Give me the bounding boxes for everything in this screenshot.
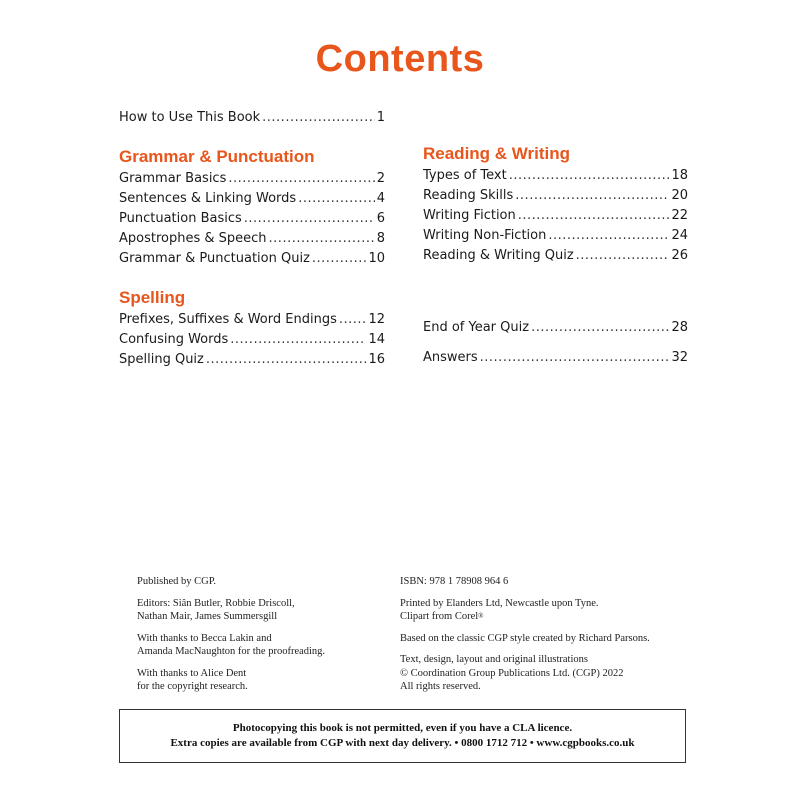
toc-entry-label: Types of Text bbox=[423, 168, 507, 183]
published-by: Published by CGP. bbox=[137, 576, 217, 587]
notice-line-2: Extra copies are available from CGP with next day delivery. • 0800 1712 712 • www.cgpbooks.co.uk bbox=[170, 737, 635, 749]
copyright-line-2: © Coordination Group Publications Ltd. (CGP) 2022 bbox=[400, 667, 624, 679]
toc-entry bbox=[423, 348, 688, 368]
toc-leader-dots bbox=[230, 330, 366, 350]
toc-entry-page: 8 bbox=[376, 231, 385, 246]
toc-entry bbox=[423, 206, 688, 226]
toc-entry-page: 32 bbox=[671, 350, 688, 365]
credits-right bbox=[400, 575, 690, 702]
toc-leader-dots bbox=[244, 209, 375, 229]
toc-entry bbox=[119, 229, 385, 249]
toc-entry-page: 2 bbox=[376, 171, 385, 186]
printer-line: Printed by Elanders Ltd, Newcastle upon Tyne. bbox=[400, 597, 599, 609]
toc-entry bbox=[119, 350, 385, 370]
toc-entry bbox=[423, 226, 688, 246]
toc-entry-label: End of Year Quiz bbox=[423, 320, 530, 335]
section-heading-spelling: Spelling bbox=[119, 288, 186, 307]
contents-left-column bbox=[119, 108, 385, 370]
editors-line-2: Nathan Mair, James Summersgill bbox=[137, 611, 278, 622]
toc-entry bbox=[119, 330, 385, 350]
toc-entry-label: Confusing Words bbox=[119, 332, 229, 347]
toc-entry-page: 20 bbox=[671, 188, 688, 203]
toc-entry-label: Grammar Basics bbox=[119, 171, 227, 186]
toc-entry bbox=[119, 169, 385, 189]
toc-leader-dots bbox=[509, 166, 670, 186]
toc-entry-label: Reading Skills bbox=[423, 188, 514, 203]
toc-entry-page: 4 bbox=[376, 191, 385, 206]
credits-left bbox=[137, 575, 387, 702]
copyright-thanks-line-2: for the copyright research. bbox=[137, 681, 248, 692]
notice-line-1: Photocopying this book is not permitted, even if you have a CLA licence. bbox=[232, 722, 573, 734]
proofreading-thanks-line-1: With thanks to Becca Lakin and bbox=[137, 632, 272, 644]
toc-entry-page: 12 bbox=[368, 312, 385, 327]
toc-entry-label: Apostrophes & Speech bbox=[119, 231, 267, 246]
section-heading-reading: Reading & Writing bbox=[423, 144, 571, 163]
toc-entry bbox=[423, 246, 688, 266]
toc-entry-page: 14 bbox=[368, 332, 385, 347]
toc-entry-label: Punctuation Basics bbox=[119, 211, 242, 226]
toc-leader-dots bbox=[515, 186, 669, 206]
toc-entry bbox=[119, 189, 385, 209]
toc-entry bbox=[119, 209, 385, 229]
toc-entry-page: 26 bbox=[671, 248, 688, 263]
isbn: ISBN: 978 1 78908 964 6 bbox=[400, 576, 509, 587]
toc-entry-page: 22 bbox=[671, 208, 688, 223]
toc-entry-label: Grammar & Punctuation Quiz bbox=[119, 251, 310, 266]
proofreading-thanks-line-2: Amanda MacNaughton for the proofreading. bbox=[137, 646, 326, 657]
toc-leader-dots bbox=[269, 229, 375, 249]
toc-entry-page: 6 bbox=[376, 211, 385, 226]
clipart-line: Clipart from Corel bbox=[400, 611, 479, 622]
toc-entry-page: 18 bbox=[671, 168, 688, 183]
toc-entry bbox=[423, 186, 688, 206]
style-credit: Based on the classic CGP style created by Richard Parsons. bbox=[400, 632, 650, 644]
toc-leader-dots bbox=[228, 169, 374, 189]
toc-entry-label: Answers bbox=[423, 350, 478, 365]
toc-entry-page: 1 bbox=[376, 110, 385, 125]
toc-leader-dots bbox=[339, 310, 367, 330]
toc-entry-label: Writing Non-Fiction bbox=[423, 228, 547, 243]
toc-leader-dots bbox=[480, 348, 670, 368]
toc-leader-dots bbox=[548, 226, 669, 246]
contents-right-column bbox=[423, 142, 688, 368]
toc-entry-label: Spelling Quiz bbox=[119, 352, 204, 367]
toc-entry-page: 10 bbox=[368, 251, 385, 266]
section-heading-grammar: Grammar & Punctuation bbox=[119, 147, 315, 166]
editors-line-1: Editors: Siân Butler, Robbie Driscoll, bbox=[137, 597, 295, 609]
toc-leader-dots bbox=[298, 189, 375, 209]
toc-entry bbox=[119, 310, 385, 330]
toc-leader-dots bbox=[312, 249, 367, 269]
toc-leader-dots bbox=[576, 246, 670, 266]
toc-entry-label: Prefixes, Suffixes & Word Endings bbox=[119, 312, 337, 327]
toc-entry-page: 16 bbox=[368, 352, 385, 367]
photocopy-notice-box bbox=[119, 709, 686, 763]
toc-entry-page: 24 bbox=[671, 228, 688, 243]
toc-entry bbox=[119, 108, 385, 128]
toc-entry bbox=[423, 318, 688, 338]
toc-entry bbox=[119, 249, 385, 269]
toc-entry-page: 28 bbox=[671, 320, 688, 335]
copyright-line-3: All rights reserved. bbox=[400, 681, 481, 692]
toc-entry bbox=[423, 166, 688, 186]
toc-leader-dots bbox=[518, 206, 670, 226]
toc-entry-label: Writing Fiction bbox=[423, 208, 516, 223]
toc-entry-label: How to Use This Book bbox=[119, 110, 261, 125]
toc-entry-label: Reading & Writing Quiz bbox=[423, 248, 574, 263]
toc-leader-dots bbox=[531, 318, 669, 338]
toc-leader-dots bbox=[206, 350, 367, 370]
copyright-line-1: Text, design, layout and original illustrations bbox=[400, 654, 588, 665]
toc-leader-dots bbox=[262, 108, 375, 128]
registered-mark: ® bbox=[478, 612, 484, 620]
page-title: Contents bbox=[315, 38, 485, 80]
toc-entry-label: Sentences & Linking Words bbox=[119, 191, 297, 206]
copyright-thanks-line-1: With thanks to Alice Dent bbox=[137, 667, 247, 679]
